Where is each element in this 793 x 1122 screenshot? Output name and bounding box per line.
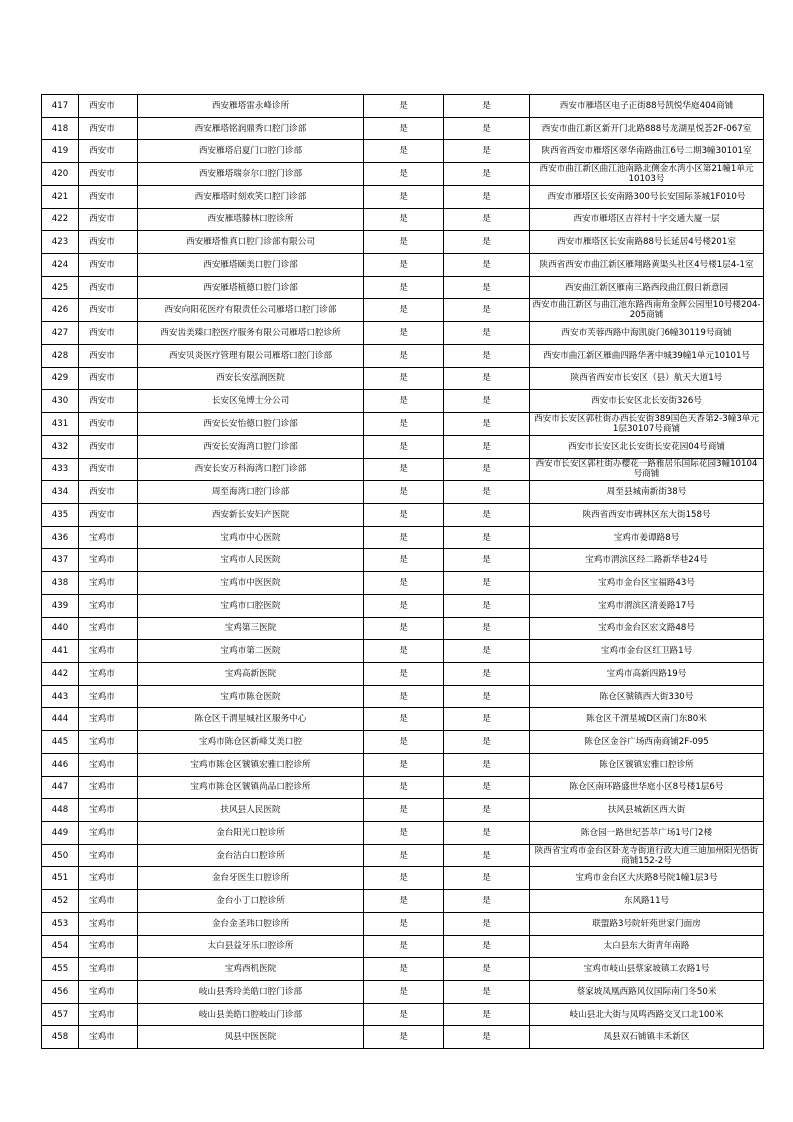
table-row	[42, 95, 764, 118]
address-cell: 西安市曲江新区雁曲四路华著中城39幢1单元10101号	[530, 344, 764, 367]
address-cell: 西安市长安区北长安街长安花园04号商铺	[530, 435, 764, 458]
table-row	[42, 503, 764, 526]
row-number: 439	[42, 594, 79, 617]
row-number: 426	[42, 299, 79, 322]
flag-b-cell: 是	[444, 1003, 530, 1026]
table-row	[42, 322, 764, 345]
flag-a-cell: 是	[364, 799, 444, 822]
flag-b-cell: 是	[444, 912, 530, 935]
table-row	[42, 958, 764, 981]
institution-name-cell: 宝鸡西机医院	[138, 958, 364, 981]
flag-b-cell: 是	[444, 526, 530, 549]
institution-name-cell: 西安向阳花医疗有限责任公司雁塔口腔门诊部	[138, 299, 364, 322]
table-row	[42, 594, 764, 617]
flag-b-cell: 是	[444, 435, 530, 458]
city-cell: 宝鸡市	[79, 662, 138, 685]
row-number: 455	[42, 958, 79, 981]
table-row	[42, 981, 764, 1004]
flag-b-cell: 是	[444, 844, 530, 867]
address-cell: 联盟路3号院轩苑世家门面房	[530, 912, 764, 935]
city-cell: 西安市	[79, 503, 138, 526]
table-row	[42, 435, 764, 458]
city-cell: 宝鸡市	[79, 981, 138, 1004]
flag-b-cell: 是	[444, 208, 530, 231]
flag-b-cell: 是	[444, 685, 530, 708]
city-cell: 西安市	[79, 140, 138, 163]
city-cell: 西安市	[79, 322, 138, 345]
flag-a-cell: 是	[364, 776, 444, 799]
address-cell: 宝鸡市金台区大庆路8号院1幢1层3号	[530, 867, 764, 890]
flag-b-cell: 是	[444, 299, 530, 322]
institution-name-cell: 西安新长安妇产医院	[138, 503, 364, 526]
flag-a-cell: 是	[364, 117, 444, 140]
city-cell: 西安市	[79, 231, 138, 254]
row-number: 434	[42, 481, 79, 504]
flag-a-cell: 是	[364, 163, 444, 186]
city-cell: 宝鸡市	[79, 685, 138, 708]
table-row	[42, 367, 764, 390]
address-cell: 太白县东大街青年南路	[530, 935, 764, 958]
flag-b-cell: 是	[444, 549, 530, 572]
flag-a-cell: 是	[364, 322, 444, 345]
institution-name-cell: 宝鸡市第二医院	[138, 640, 364, 663]
flag-b-cell: 是	[444, 594, 530, 617]
institution-name-cell: 西安雁塔铭润鼎秀口腔门诊部	[138, 117, 364, 140]
row-number: 438	[42, 572, 79, 595]
city-cell: 宝鸡市	[79, 958, 138, 981]
institution-name-cell: 宝鸡市口腔医院	[138, 594, 364, 617]
flag-a-cell: 是	[364, 208, 444, 231]
table-row	[42, 390, 764, 413]
institution-name-cell: 扶风县人民医院	[138, 799, 364, 822]
row-number: 427	[42, 322, 79, 345]
flag-b-cell: 是	[444, 390, 530, 413]
table-row	[42, 572, 764, 595]
flag-a-cell: 是	[364, 344, 444, 367]
city-cell: 宝鸡市	[79, 594, 138, 617]
table-row	[42, 844, 764, 867]
flag-b-cell: 是	[444, 231, 530, 254]
institution-name-cell: 西安雁塔滕林口腔诊所	[138, 208, 364, 231]
institution-name-cell: 金台小丁口腔诊所	[138, 890, 364, 913]
flag-a-cell: 是	[364, 912, 444, 935]
institution-name-cell: 西安齿美臻口腔医疗服务有限公司雁塔口腔诊所	[138, 322, 364, 345]
table-row	[42, 117, 764, 140]
row-number: 421	[42, 185, 79, 208]
institution-name-cell: 西安雁塔瑞奈尔口腔门诊部	[138, 163, 364, 186]
flag-a-cell: 是	[364, 958, 444, 981]
institution-name-cell: 金台洁白口腔诊所	[138, 844, 364, 867]
address-cell: 宝鸡市金台区红卫路1号	[530, 640, 764, 663]
flag-a-cell: 是	[364, 640, 444, 663]
table-row	[42, 890, 764, 913]
flag-a-cell: 是	[364, 935, 444, 958]
address-cell: 宝鸡市金台区宏文路48号	[530, 617, 764, 640]
city-cell: 宝鸡市	[79, 731, 138, 754]
flag-b-cell: 是	[444, 254, 530, 277]
address-cell: 西安市长安区北长安街326号	[530, 390, 764, 413]
institution-name-cell: 长安区兔博士分公司	[138, 390, 364, 413]
address-cell: 西安市曲江新区曲江池南路北侧金水湾小区第21幢1单元10103号	[530, 163, 764, 186]
flag-b-cell: 是	[444, 572, 530, 595]
city-cell: 宝鸡市	[79, 867, 138, 890]
city-cell: 宝鸡市	[79, 1003, 138, 1026]
institution-name-cell: 西安长安泓润医院	[138, 367, 364, 390]
address-cell: 扶风县城新区西大街	[530, 799, 764, 822]
flag-a-cell: 是	[364, 299, 444, 322]
row-number: 437	[42, 549, 79, 572]
city-cell: 西安市	[79, 299, 138, 322]
table-row	[42, 413, 764, 436]
institution-name-cell: 凤县中医医院	[138, 1026, 364, 1049]
address-cell: 陈仓区虢镇宏雅口腔诊所	[530, 753, 764, 776]
flag-b-cell: 是	[444, 344, 530, 367]
address-cell: 西安曲江新区雁南三路西段曲江假日新意园	[530, 276, 764, 299]
city-cell: 西安市	[79, 185, 138, 208]
flag-a-cell: 是	[364, 231, 444, 254]
flag-a-cell: 是	[364, 254, 444, 277]
city-cell: 宝鸡市	[79, 935, 138, 958]
address-cell: 宝鸡市姜谭路8号	[530, 526, 764, 549]
row-number: 441	[42, 640, 79, 663]
flag-a-cell: 是	[364, 685, 444, 708]
institution-name-cell: 宝鸡市陈仓区虢镇宏雅口腔诊所	[138, 753, 364, 776]
address-cell: 西安市雁塔区吉祥村十字交通大厦一层	[530, 208, 764, 231]
city-cell: 西安市	[79, 254, 138, 277]
address-cell: 陕西省宝鸡市金台区卧龙寺街道行政大道三迪加州阳光悟街商铺152-2号	[530, 844, 764, 867]
row-number: 452	[42, 890, 79, 913]
row-number: 443	[42, 685, 79, 708]
row-number: 417	[42, 95, 79, 118]
city-cell: 宝鸡市	[79, 822, 138, 845]
flag-a-cell: 是	[364, 731, 444, 754]
row-number: 446	[42, 753, 79, 776]
row-number: 432	[42, 435, 79, 458]
row-number: 435	[42, 503, 79, 526]
flag-b-cell: 是	[444, 935, 530, 958]
flag-b-cell: 是	[444, 799, 530, 822]
address-cell: 西安市长安区郭杜街办西长安街389国色天香第2-3幢3单元1层30107号商铺	[530, 413, 764, 436]
institution-name-cell: 岐山县秀玲美皓口腔门诊部	[138, 981, 364, 1004]
city-cell: 西安市	[79, 117, 138, 140]
table-row	[42, 912, 764, 935]
flag-a-cell: 是	[364, 1003, 444, 1026]
address-cell: 蔡家坡凤凰西路风仪国际南门冬50米	[530, 981, 764, 1004]
city-cell: 西安市	[79, 276, 138, 299]
table-row	[42, 867, 764, 890]
flag-b-cell: 是	[444, 163, 530, 186]
flag-a-cell: 是	[364, 1026, 444, 1049]
table-row	[42, 481, 764, 504]
address-cell: 周至县城南新街38号	[530, 481, 764, 504]
table-row	[42, 549, 764, 572]
flag-a-cell: 是	[364, 662, 444, 685]
table-row	[42, 1026, 764, 1049]
row-number: 442	[42, 662, 79, 685]
address-cell: 西安市芙蓉西路中海凯旋门6幢30119号商铺	[530, 322, 764, 345]
row-number: 453	[42, 912, 79, 935]
flag-b-cell: 是	[444, 708, 530, 731]
flag-b-cell: 是	[444, 640, 530, 663]
institution-name-cell: 金台阳光口腔诊所	[138, 822, 364, 845]
address-cell: 西安市曲江新区与曲江池东路西南角金辉公园里10号楼204-205商铺	[530, 299, 764, 322]
table-row	[42, 231, 764, 254]
flag-a-cell: 是	[364, 95, 444, 118]
institution-name-cell: 西安长安怡德口腔门诊部	[138, 413, 364, 436]
institution-name-cell: 西安雁塔启夏门口腔门诊部	[138, 140, 364, 163]
flag-b-cell: 是	[444, 890, 530, 913]
flag-b-cell: 是	[444, 413, 530, 436]
flag-b-cell: 是	[444, 822, 530, 845]
row-number: 440	[42, 617, 79, 640]
flag-b-cell: 是	[444, 958, 530, 981]
flag-b-cell: 是	[444, 753, 530, 776]
row-number: 454	[42, 935, 79, 958]
flag-b-cell: 是	[444, 731, 530, 754]
row-number: 423	[42, 231, 79, 254]
flag-a-cell: 是	[364, 867, 444, 890]
institution-name-cell: 宝鸡市陈仓医院	[138, 685, 364, 708]
institution-name-cell: 西安长安海湾口腔门诊部	[138, 435, 364, 458]
flag-a-cell: 是	[364, 822, 444, 845]
address-cell: 陕西省西安市碑林区东大街158号	[530, 503, 764, 526]
row-number: 447	[42, 776, 79, 799]
clinic-table	[41, 94, 764, 1049]
row-number: 451	[42, 867, 79, 890]
table-row	[42, 753, 764, 776]
address-cell: 西安市雁塔区长安南路88号长延居4号楼201室	[530, 231, 764, 254]
row-number: 430	[42, 390, 79, 413]
row-number: 449	[42, 822, 79, 845]
city-cell: 西安市	[79, 435, 138, 458]
address-cell: 陕西省西安市长安区（县）航天大道1号	[530, 367, 764, 390]
table-row	[42, 458, 764, 481]
table-row	[42, 344, 764, 367]
flag-a-cell: 是	[364, 708, 444, 731]
address-cell: 西安市长安区郭杜街办樱花一路雅居乐国际花园3幢10104号商铺	[530, 458, 764, 481]
address-cell: 陈仓区南环路盛世华庭小区8号楼1层6号	[530, 776, 764, 799]
flag-b-cell: 是	[444, 367, 530, 390]
row-number: 419	[42, 140, 79, 163]
flag-b-cell: 是	[444, 867, 530, 890]
city-cell: 宝鸡市	[79, 753, 138, 776]
row-number: 456	[42, 981, 79, 1004]
row-number: 424	[42, 254, 79, 277]
address-cell: 宝鸡市高新四路19号	[530, 662, 764, 685]
flag-a-cell: 是	[364, 617, 444, 640]
row-number: 433	[42, 458, 79, 481]
institution-name-cell: 宝鸡高新医院	[138, 662, 364, 685]
table-row	[42, 822, 764, 845]
institution-name-cell: 金台金圣玮口腔诊所	[138, 912, 364, 935]
institution-name-cell: 宝鸡市人民医院	[138, 549, 364, 572]
row-number: 457	[42, 1003, 79, 1026]
table-row	[42, 640, 764, 663]
flag-a-cell: 是	[364, 526, 444, 549]
flag-a-cell: 是	[364, 458, 444, 481]
row-number: 458	[42, 1026, 79, 1049]
table-row	[42, 299, 764, 322]
institution-name-cell: 西安雁塔雷永峰诊所	[138, 95, 364, 118]
row-number: 431	[42, 413, 79, 436]
address-cell: 宝鸡市岐山县蔡家坡镇工农路1号	[530, 958, 764, 981]
institution-name-cell: 宝鸡市中心医院	[138, 526, 364, 549]
city-cell: 宝鸡市	[79, 844, 138, 867]
institution-name-cell: 太白县益牙乐口腔诊所	[138, 935, 364, 958]
flag-b-cell: 是	[444, 481, 530, 504]
institution-name-cell: 岐山县美皓口腔岐山门诊部	[138, 1003, 364, 1026]
address-cell: 西安市雁塔区电子正街88号凯悦华庭404商铺	[530, 95, 764, 118]
flag-b-cell: 是	[444, 1026, 530, 1049]
city-cell: 宝鸡市	[79, 890, 138, 913]
flag-a-cell: 是	[364, 185, 444, 208]
institution-name-cell: 西安雁塔植德口腔门诊部	[138, 276, 364, 299]
flag-a-cell: 是	[364, 981, 444, 1004]
flag-b-cell: 是	[444, 140, 530, 163]
table-row	[42, 163, 764, 186]
city-cell: 西安市	[79, 458, 138, 481]
flag-a-cell: 是	[364, 549, 444, 572]
institution-name-cell: 周至海湾口腔门诊部	[138, 481, 364, 504]
flag-a-cell: 是	[364, 435, 444, 458]
city-cell: 宝鸡市	[79, 1026, 138, 1049]
table-row	[42, 935, 764, 958]
flag-b-cell: 是	[444, 503, 530, 526]
address-cell: 西安市曲江新区新开门北路888号龙湖星悦荟2F-067室	[530, 117, 764, 140]
flag-b-cell: 是	[444, 185, 530, 208]
table-row	[42, 685, 764, 708]
institution-name-cell: 宝鸡第三医院	[138, 617, 364, 640]
flag-a-cell: 是	[364, 572, 444, 595]
flag-a-cell: 是	[364, 890, 444, 913]
city-cell: 西安市	[79, 481, 138, 504]
institution-name-cell: 宝鸡市陈仓区虢镇尚品口腔诊所	[138, 776, 364, 799]
city-cell: 西安市	[79, 413, 138, 436]
table-row	[42, 776, 764, 799]
row-number: 418	[42, 117, 79, 140]
flag-a-cell: 是	[364, 481, 444, 504]
flag-b-cell: 是	[444, 322, 530, 345]
address-cell: 宝鸡市渭滨区清姜路17号	[530, 594, 764, 617]
city-cell: 西安市	[79, 163, 138, 186]
institution-name-cell: 西安雁塔惟真口腔门诊部有限公司	[138, 231, 364, 254]
city-cell: 宝鸡市	[79, 776, 138, 799]
city-cell: 宝鸡市	[79, 526, 138, 549]
row-number: 429	[42, 367, 79, 390]
flag-a-cell: 是	[364, 367, 444, 390]
flag-a-cell: 是	[364, 413, 444, 436]
flag-a-cell: 是	[364, 594, 444, 617]
row-number: 444	[42, 708, 79, 731]
row-number: 448	[42, 799, 79, 822]
institution-name-cell: 西安长安万科海湾口腔门诊部	[138, 458, 364, 481]
city-cell: 西安市	[79, 344, 138, 367]
institution-name-cell: 西安雁塔颐美口腔门诊部	[138, 254, 364, 277]
address-cell: 东风路11号	[530, 890, 764, 913]
city-cell: 宝鸡市	[79, 912, 138, 935]
flag-b-cell: 是	[444, 276, 530, 299]
city-cell: 西安市	[79, 367, 138, 390]
flag-a-cell: 是	[364, 844, 444, 867]
table-row	[42, 617, 764, 640]
institution-name-cell: 西安雁塔时刻欢笑口腔门诊部	[138, 185, 364, 208]
flag-a-cell: 是	[364, 276, 444, 299]
table-row	[42, 708, 764, 731]
table-row	[42, 254, 764, 277]
address-cell: 西安市雁塔区长安南路300号长安国际茶城1F010号	[530, 185, 764, 208]
flag-b-cell: 是	[444, 117, 530, 140]
address-cell: 陈仓区金谷广场西南商铺2F-095	[530, 731, 764, 754]
address-cell: 陈仓区虢镇西大街330号	[530, 685, 764, 708]
address-cell: 陕西省西安市雁塔区翠华南路曲江6号二期3幢30101室	[530, 140, 764, 163]
row-number: 450	[42, 844, 79, 867]
row-number: 422	[42, 208, 79, 231]
address-cell: 岐山县北大街与凤鸣西路交叉口北100米	[530, 1003, 764, 1026]
city-cell: 宝鸡市	[79, 640, 138, 663]
address-cell: 陈仓园一路世纪荟萃广场1号门2楼	[530, 822, 764, 845]
flag-b-cell: 是	[444, 776, 530, 799]
row-number: 428	[42, 344, 79, 367]
institution-name-cell: 宝鸡市中医医院	[138, 572, 364, 595]
flag-b-cell: 是	[444, 662, 530, 685]
flag-a-cell: 是	[364, 390, 444, 413]
institution-name-cell: 陈仓区千渭星城社区服务中心	[138, 708, 364, 731]
institution-name-cell: 宝鸡市陈仓区新峰艾美口腔	[138, 731, 364, 754]
flag-b-cell: 是	[444, 981, 530, 1004]
table-row	[42, 276, 764, 299]
city-cell: 宝鸡市	[79, 708, 138, 731]
city-cell: 宝鸡市	[79, 617, 138, 640]
table-row	[42, 185, 764, 208]
table-row	[42, 526, 764, 549]
city-cell: 西安市	[79, 208, 138, 231]
row-number: 425	[42, 276, 79, 299]
address-cell: 凤县双石铺镇丰禾新区	[530, 1026, 764, 1049]
city-cell: 西安市	[79, 95, 138, 118]
institution-name-cell: 金台牙医生口腔诊所	[138, 867, 364, 890]
flag-a-cell: 是	[364, 503, 444, 526]
row-number: 445	[42, 731, 79, 754]
table-row	[42, 799, 764, 822]
table-body	[42, 95, 764, 1049]
city-cell: 宝鸡市	[79, 799, 138, 822]
row-number: 436	[42, 526, 79, 549]
flag-b-cell: 是	[444, 458, 530, 481]
address-cell: 陈仓区千渭星城D区南门东80米	[530, 708, 764, 731]
address-cell: 宝鸡市渭滨区经二路新华巷24号	[530, 549, 764, 572]
address-cell: 宝鸡市金台区宝福路43号	[530, 572, 764, 595]
table-row	[42, 208, 764, 231]
flag-a-cell: 是	[364, 140, 444, 163]
flag-b-cell: 是	[444, 95, 530, 118]
city-cell: 西安市	[79, 390, 138, 413]
city-cell: 宝鸡市	[79, 549, 138, 572]
table-row	[42, 140, 764, 163]
city-cell: 宝鸡市	[79, 572, 138, 595]
address-cell: 陕西省西安市曲江新区雁翔路黄渠头社区4号楼1层4-1室	[530, 254, 764, 277]
table-row	[42, 1003, 764, 1026]
table-row	[42, 731, 764, 754]
row-number: 420	[42, 163, 79, 186]
flag-a-cell: 是	[364, 753, 444, 776]
flag-b-cell: 是	[444, 617, 530, 640]
institution-name-cell: 西安贝炎医疗管理有限公司雁塔口腔门诊部	[138, 344, 364, 367]
table-row	[42, 662, 764, 685]
